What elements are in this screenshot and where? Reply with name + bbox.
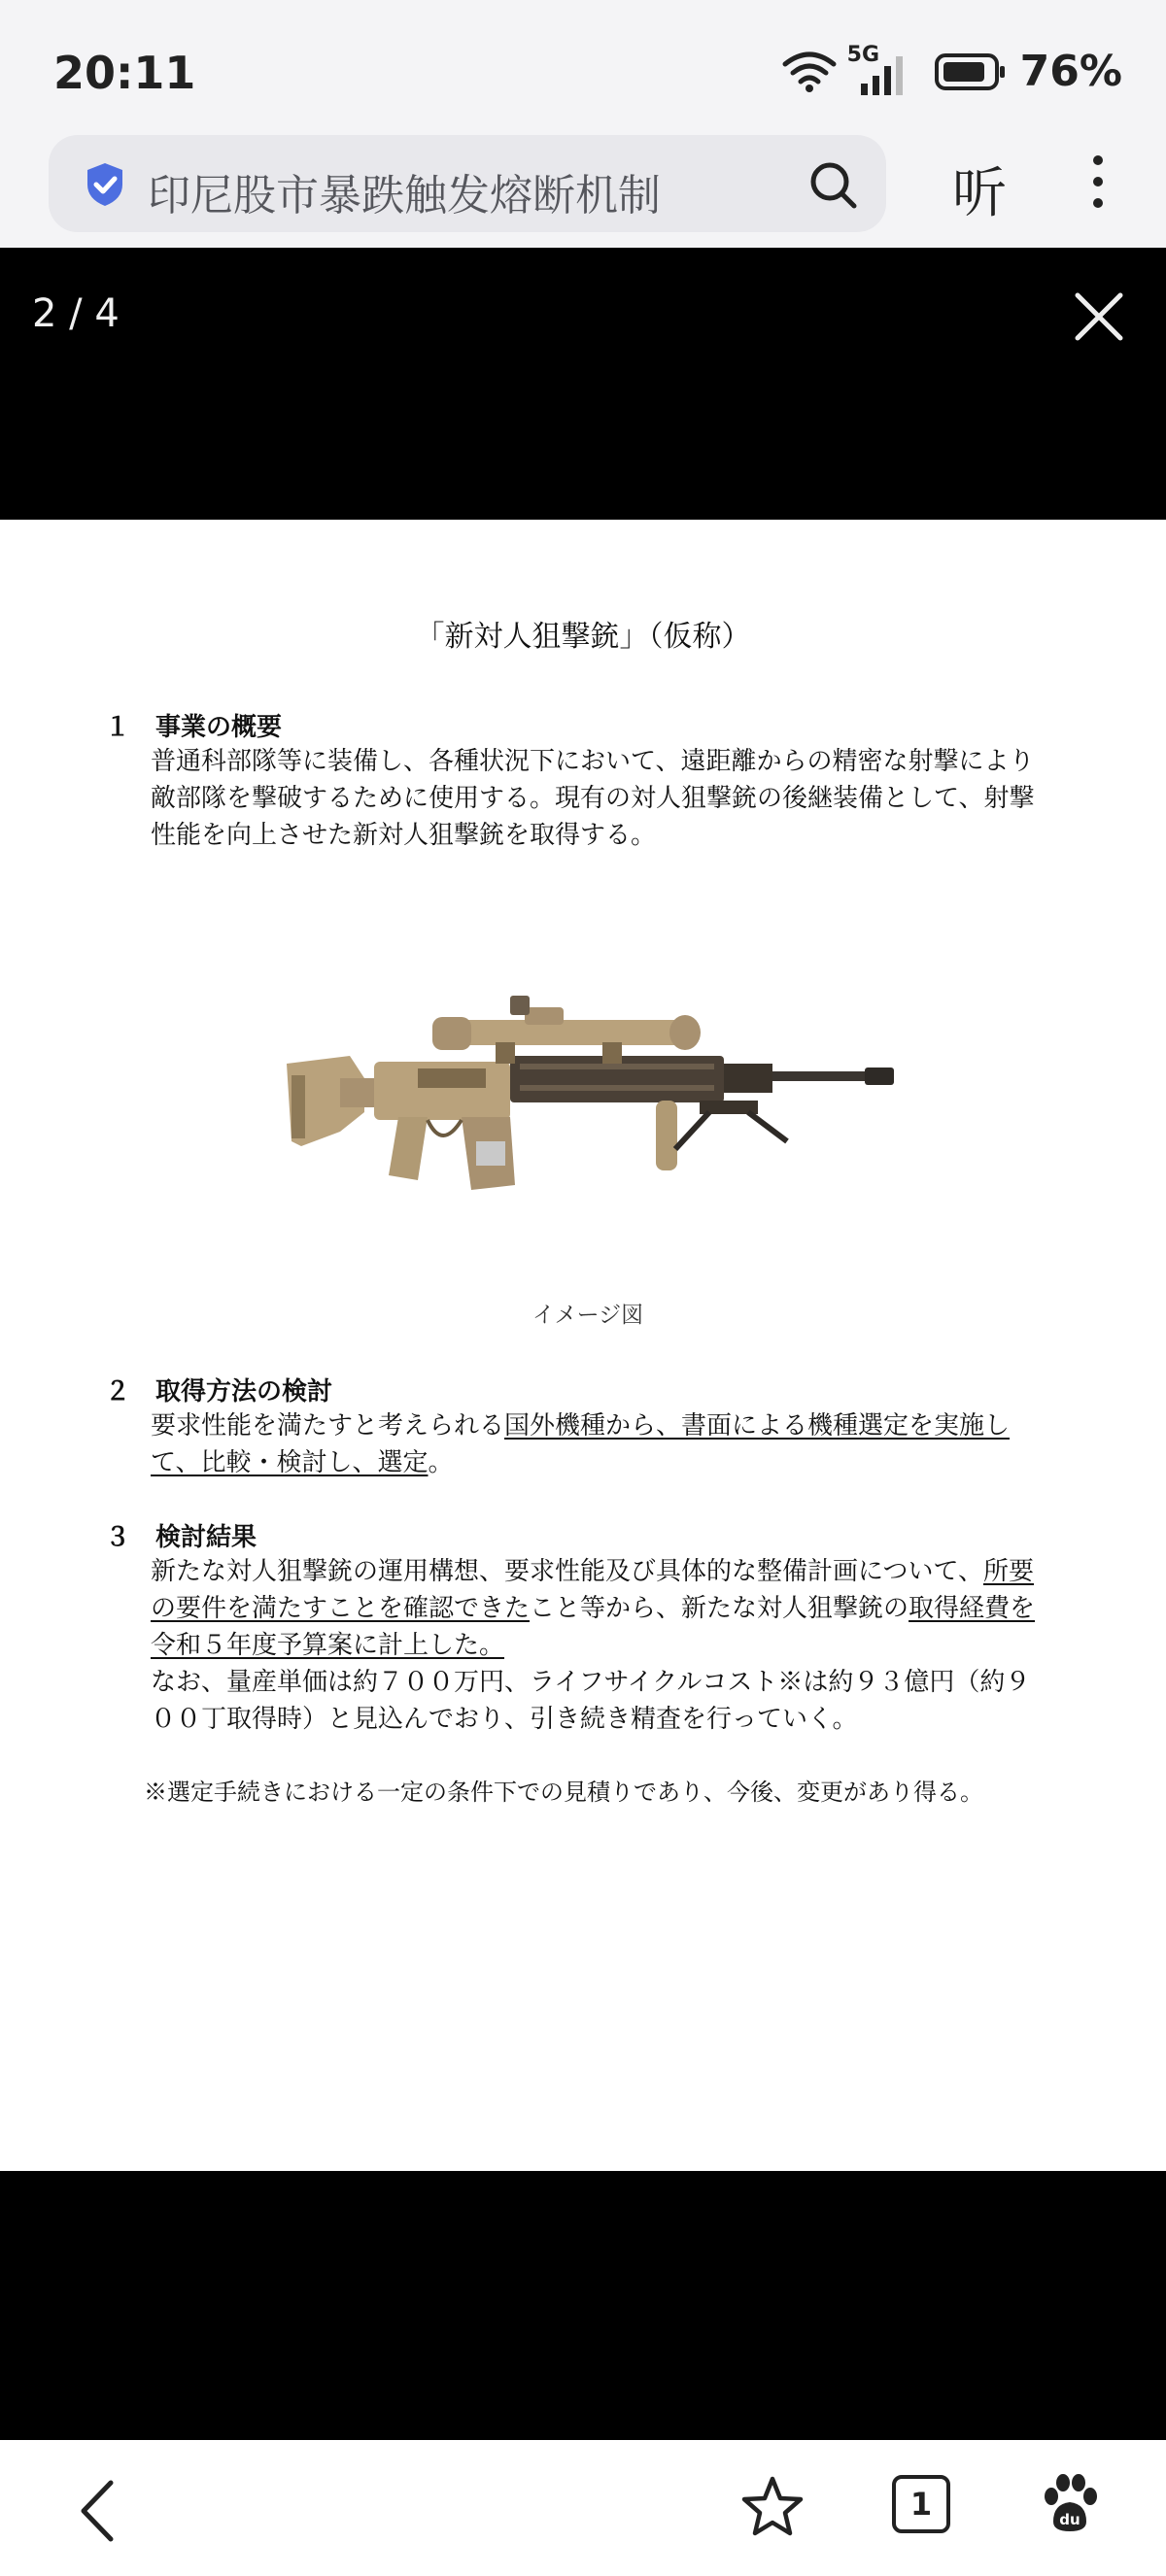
search-box[interactable] (49, 135, 886, 232)
shield-icon (84, 161, 126, 208)
section-2-body (121, 1407, 1054, 1481)
section-2-end: 。 (428, 1448, 454, 1477)
section-1-body: 普通科部隊等に装備し、各種状況下において、遠距離からの精密な射撃により敵部隊を撃破するために使用する。現有の対人狙撃銃の後継装備として、射撃性能を向上させた新対人狙撃銃を取得する。 (151, 747, 1035, 850)
bottom-navigation (0, 2440, 1166, 2576)
document-page[interactable] (0, 520, 1166, 2171)
tabs-button[interactable] (892, 2475, 950, 2533)
section-3-underlined-1: 所要の要件を満たすことを確認できた (151, 1557, 1034, 1623)
section-2-heading: ２ 取得方法の検討 (105, 1377, 333, 1407)
close-icon[interactable] (1074, 291, 1124, 342)
section-3-text-b: こと等から、新たな対人狙撃銃の (530, 1594, 909, 1623)
section-3-underlined-2: 取得経費を令和５年度予算案に計上した。 (151, 1594, 1036, 1660)
search-icon[interactable] (806, 158, 859, 211)
cellular-icon (846, 42, 908, 95)
section-3-heading: ３ 検討結果 (105, 1523, 257, 1552)
battery-icon (935, 52, 1007, 91)
battery-percent: 76% (1019, 47, 1122, 96)
listen-button[interactable]: 听 (952, 162, 1007, 225)
section-2-text: 要求性能を満たすと考えられる (151, 1411, 505, 1441)
section-3-body-1 (121, 1553, 1054, 1664)
wifi-icon (781, 51, 838, 93)
svg-text:du: du (1059, 2511, 1080, 2528)
doc-title: 「新対人狙撃銃」（仮称） (415, 620, 751, 654)
image-viewer-footer (0, 2171, 1166, 2440)
footnote: ※選定手続きにおける一定の条件下での見積りであり、今後、変更があり得る。 (144, 1779, 983, 1806)
browser-toolbar (0, 131, 1166, 248)
section-2-underlined: 国外機種から、書面による機種選定を実施して、比較・検討し、選定 (151, 1411, 1011, 1477)
rifle-image (282, 986, 904, 1258)
baidu-paw-icon[interactable] (1040, 2471, 1100, 2535)
section-3-text-a: 新たな対人狙撃銃の運用構想、要求性能及び具体的な整備計画について、 (151, 1557, 983, 1586)
section-1-heading: １ 事業の概要 (105, 713, 283, 742)
image-caption: イメージ図 (532, 1303, 644, 1328)
network-type: 5G (846, 42, 880, 67)
status-icons (781, 42, 1122, 96)
search-query[interactable]: 印尼股市暴跌触发熔断机制 (148, 171, 661, 220)
back-icon[interactable] (76, 2479, 119, 2543)
section-3-body-2: なお、量産単価は約７００万円、ライフサイクルコスト※は約９３億円（約９００丁取得時）と見込んでおり、引き続き精査を行っていく。 (151, 1668, 1031, 1734)
more-menu-icon[interactable] (1079, 153, 1117, 211)
page-counter: 2 / 4 (32, 291, 120, 336)
tab-count: 1 (909, 2486, 933, 2523)
image-viewer-header (0, 248, 1166, 520)
favorite-star-icon[interactable] (740, 2475, 805, 2539)
status-bar (0, 0, 1166, 131)
status-time: 20:11 (53, 47, 196, 99)
